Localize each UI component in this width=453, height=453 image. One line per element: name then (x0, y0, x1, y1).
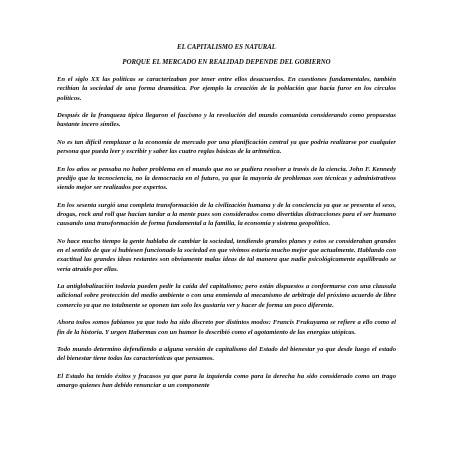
paragraph-2: Después de la franqueza típica llegaron el fascismo y la revolución del mundo comunista considerando como propuestas bastante incero símiles. (57, 112, 396, 129)
paragraph-1: En el siglo XX las políticas se caracterizaban por tener entre ellos desacuerdos. En cuestiones fundamentales, también recibían la sociedad de una forma dramática. Por ejemplo la creación de la población que hacía furor en los círculos políticos. (57, 76, 396, 102)
document-subtitle: PORQUE EL MERCADO EN REALIDAD DEPENDE DEL GOBIERNO (122, 59, 331, 66)
document-title: EL CAPITALISMO ES NATURAL (177, 44, 276, 51)
paragraph-6: No hace mucho tiempo la gente hablaba de cambiar la sociedad, tendiendo grandes planes y estos se consideraban grandes en el sentido de que si hubiesen funcionado la sociedad en que vivimos estaría mucho mejor que actualmente. Hablando con exactitud las grandes ideas restantes son obviamente malas ideas de tal manera que nadie psicológicamente equilibrado se vería atraído por ellas. (57, 237, 396, 273)
paragraph-5: En los sesenta surgió una completa transformación de la civilización humana y de la conciencia ya que se presenta el sexo, drogas, rock and roll que hacían tardar a la mente pues son considerados como divertidas distracciones para el ser humano causando una transformación de forma fundamental a la familia, la economía y sistema geopolítico. (57, 201, 396, 228)
paragraph-7: La antiglobalización todavía pueden pedir la caída del capitalismo; pero están dispuestos a conformarse con una clausula adicional sobre protección del medio ambiente o con una enmienda al mecanismo de arbitraje del próximo acuerdo de libre comercio ya que no totalmente se oponen tan solo les gustaría ver y hacer de forma un poco diferente. (57, 283, 396, 309)
paragraph-8: Ahora todos somos fabianos ya que todo ha sido discreto por distintos modos: Francis Frukuyama se refiere a ello como el fin de la historia. Y urgen Habermas con un humor lo describió como el agotamiento de las energías utópicas. (57, 319, 396, 336)
paragraph-10: El Estado ha tenido éxitos y fracasos ya que para la izquierda como para la derecha ha sido considerado como un trago amargo quienes han debido renunciar a un componente (57, 372, 396, 390)
paragraph-9: Todo mundo determino defendiendo a alguna versión de capitalismo del Estado del bienestar ya que desde luego el estado del bienestar tiene todas las características que pensamos. (57, 346, 396, 363)
paragraph-4: En los años se pensaba no haber problema en el mundo que no se pudiera resolver a través de la ciencia. John F. Kennedy predijo que la tecnociencia, no la democracia en el futuro, ya que la mayoría de problemas son técnicas y administrativos siendo mejor ser realizados por expertos. (57, 165, 396, 192)
paragraph-3: No es tan difícil remplazar a la economía de mercado por una planificación central ya que podría realizarse por cualquier persona que pueda leer y escribir y saber las cuatro reglas básicas de la aritmética. (57, 138, 396, 156)
